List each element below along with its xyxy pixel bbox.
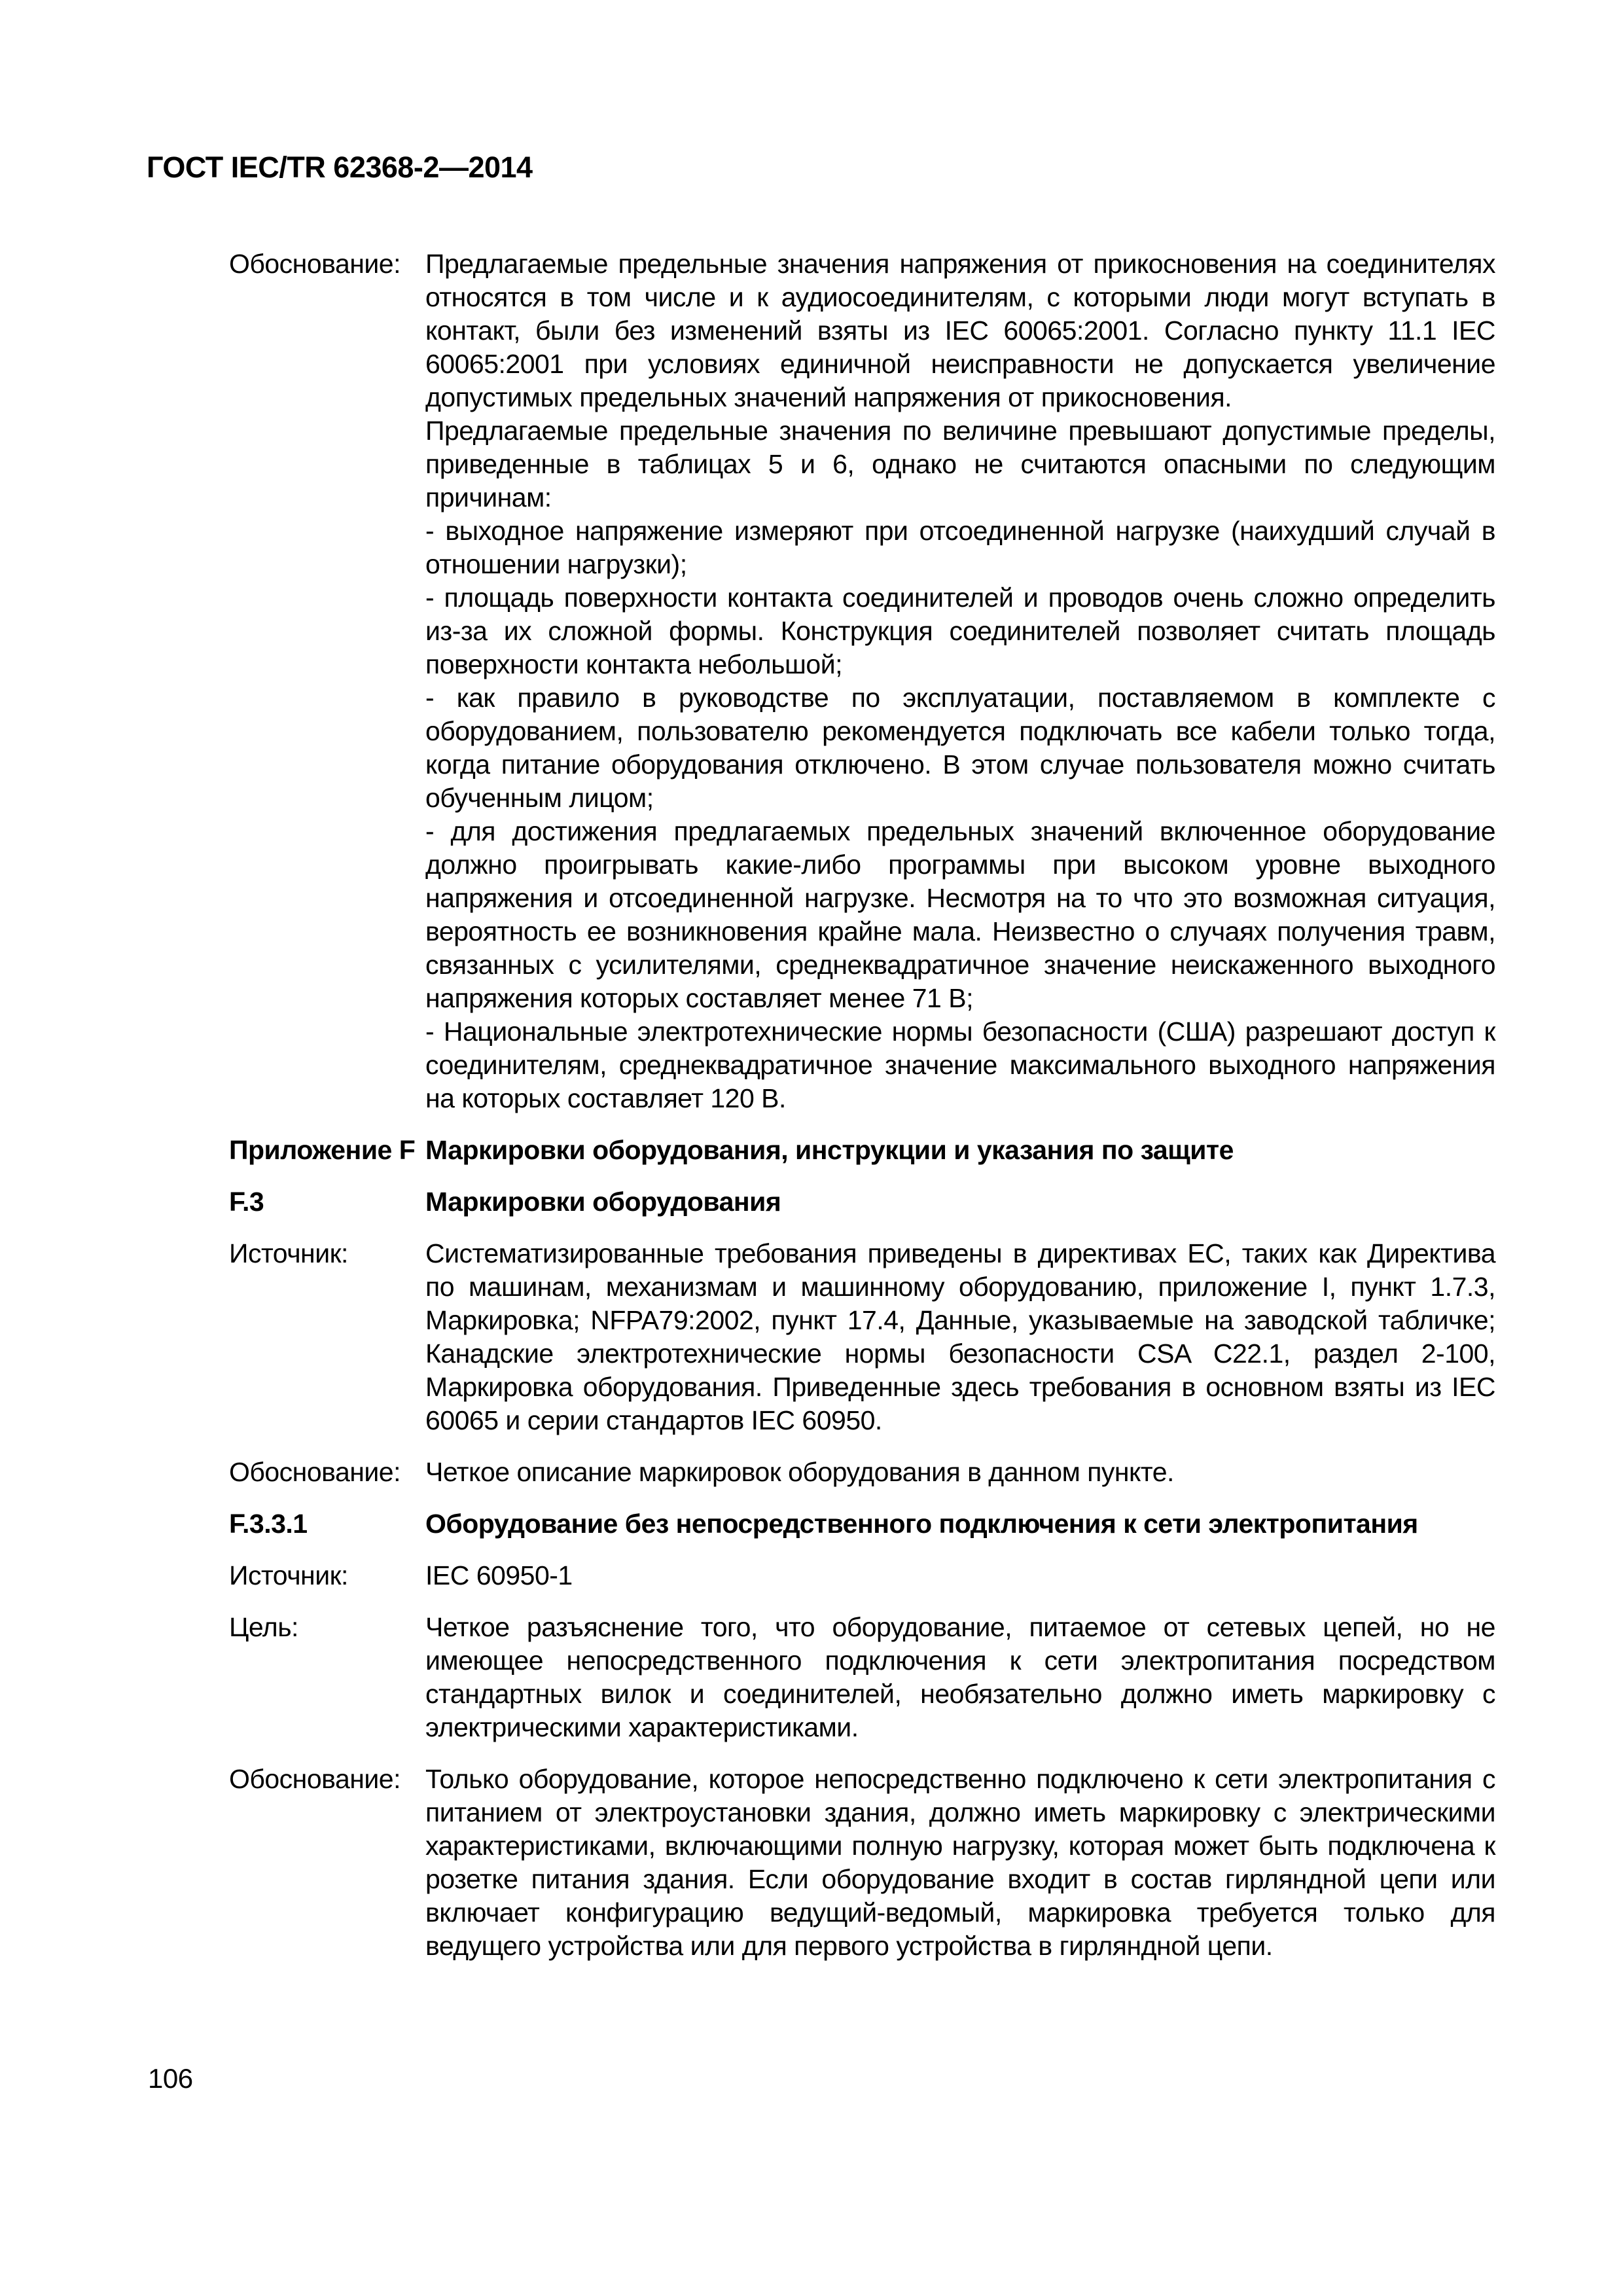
- paragraph: - для достижения предлагаемых предельных значений включенное оборудование должно проигрывать какие-либо программы при высоком уровне выходного напряжения и отсоединенной нагрузке. Несмотря на то что это возможная ситуация, вероятность ее возникновения крайне мала. Неизвестно о случаях получения травм, связанных с усилителями, среднеквадратичное значение неискаженного выходного напряжения которых составляет менее 71 В;: [425, 816, 1495, 1013]
- paragraph: IEC 60950-1: [425, 1560, 573, 1590]
- section-body: [425, 1559, 1495, 1592]
- section-label: F.3.3.1: [229, 1509, 308, 1539]
- section-rationale-f331: [229, 1763, 1495, 1963]
- paragraph: Четкое разъяснение того, что оборудование, питаемое от сетевых цепей, но не имеющее непосредственного подключения к сети электропитания посредством стандартных вилок и соединителей, необязательно должно иметь маркировку с электрическими характеристиками.: [425, 1612, 1495, 1742]
- section-label: Обоснование:: [229, 1764, 401, 1794]
- paragraph: Маркировки оборудования, инструкции и указания по защите: [425, 1135, 1234, 1165]
- section-label: Источник:: [229, 1238, 348, 1268]
- section-purpose-f331: [229, 1611, 1495, 1744]
- section-label: Обоснование:: [229, 1457, 401, 1487]
- section-label: Цель:: [229, 1612, 298, 1642]
- section-body: [425, 1134, 1495, 1167]
- paragraph: Оборудование без непосредственного подключения к сети электропитания: [425, 1509, 1418, 1539]
- section-body: [425, 1456, 1495, 1489]
- section-source-f331: [229, 1559, 1495, 1592]
- section-f3-heading: [229, 1185, 1495, 1219]
- paragraph: - как правило в руководстве по эксплуатации, поставляемом в комплекте с оборудованием, пользователю рекомендуется подключать все кабели только тогда, когда питание оборудования отключено. В этом случае пользователя можно считать обученным лицом;: [425, 683, 1495, 813]
- document-header-title: ГОСТ IEC/TR 62368-2—2014: [147, 151, 533, 184]
- section-annex-f-heading: [229, 1134, 1495, 1167]
- paragraph: Четкое описание маркировок оборудования в данном пункте.: [425, 1457, 1174, 1487]
- section-body: [425, 1507, 1495, 1541]
- section-body: [425, 1185, 1495, 1219]
- paragraph: - Национальные электротехнические нормы безопасности (США) разрешают доступ к соединителям, среднеквадратичное значение максимального выходного напряжения на которых составляет 120 В.: [425, 1016, 1495, 1113]
- section-f331-heading: [229, 1507, 1495, 1541]
- section-label: F.3: [229, 1187, 264, 1217]
- page-number: 106: [148, 2063, 193, 2094]
- paragraph: Предлагаемые предельные значения по величине превышают допустимые пределы, приведенные в таблицах 5 и 6, однако не считаются опасными по следующим причинам:: [425, 416, 1495, 512]
- paragraph: Маркировки оборудования: [425, 1187, 781, 1217]
- section-label: Источник:: [229, 1560, 348, 1590]
- section-rationale-f3: [229, 1456, 1495, 1489]
- paragraph: Предлагаемые предельные значения напряжения от прикосновения на соединителях относятся в том числе и к аудиосоединителям, с которыми люди могут вступать в контакт, были без изменений взяты из IEC 60065:2001. Согласно пункту 11.1 IEC 60065:2001 при условиях единичной неисправности не допускается увеличение допустимых предельных значений напряжения от прикосновения.: [425, 249, 1495, 412]
- section-body: [425, 247, 1495, 1115]
- section-body: [425, 1611, 1495, 1744]
- section-label: Приложение F: [229, 1135, 416, 1165]
- paragraph: - площадь поверхности контакта соединителей и проводов очень сложно определить из-за их сложной формы. Конструкция соединителей позволяет считать площадь поверхности контакта небольшой;: [425, 583, 1495, 679]
- paragraph: - выходное напряжение измеряют при отсоединенной нагрузке (наихудший случай в отношении нагрузки);: [425, 516, 1495, 579]
- section-source-f3: [229, 1237, 1495, 1437]
- document-content: [229, 247, 1495, 1981]
- paragraph: Систематизированные требования приведены в директивах ЕС, таких как Директива по машинам, механизмам и машинному оборудованию, приложение I, пункт 1.7.3, Маркировка; NFPA79:2002, пункт 17.4, Данные, указываемые на заводской табличке; Канадские электротехнические нормы безопасности CSA C22.1, раздел 2-100, Маркировка оборудования. Приведенные здесь требования в основном взяты из IEC 60065 и серии стандартов IEC 60950.: [425, 1238, 1495, 1435]
- section-body: [425, 1763, 1495, 1963]
- section-label: Обоснование:: [229, 249, 401, 279]
- section-rationale-touch-voltage: [229, 247, 1495, 1115]
- section-body: [425, 1237, 1495, 1437]
- paragraph: Только оборудование, которое непосредственно подключено к сети электропитания с питанием от электроустановки здания, должно иметь маркировку с электрическими характеристиками, включающими полную нагрузку, которая может быть подключена к розетке питания здания. Если оборудование входит в состав гирляндной цепи или включает конфигурацию ведущий-ведомый, маркировка требуется только для ведущего устройства или для первого устройства в гирляндной цепи.: [425, 1764, 1495, 1961]
